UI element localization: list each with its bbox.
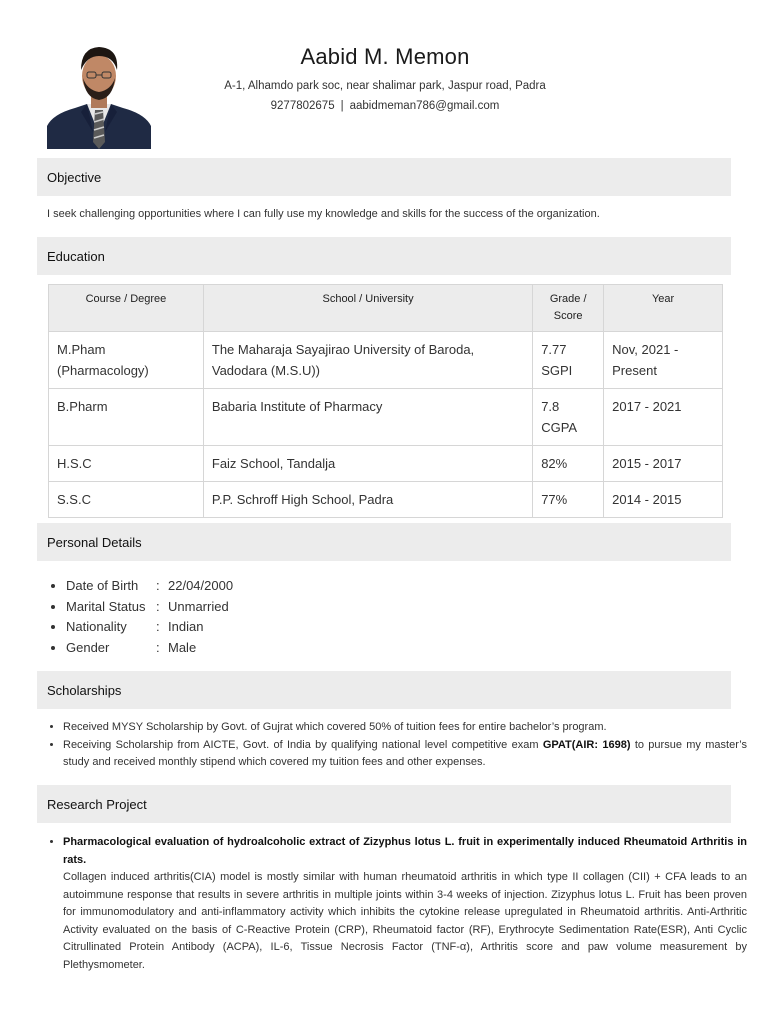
objective-section-header (37, 158, 731, 196)
resume-header (160, 42, 610, 112)
research-section-header (37, 785, 731, 823)
course-cell: S.S.C (49, 482, 204, 518)
year-cell: 2014 - 2015 (604, 482, 723, 518)
list-item (66, 597, 233, 618)
objective-heading: Objective (47, 170, 102, 185)
list-item (66, 638, 233, 659)
list-item (66, 617, 233, 638)
course-cell: B.Pharm (49, 389, 204, 446)
course-cell: H.S.C (49, 446, 204, 482)
school-cell: Babaria Institute of Pharmacy (203, 389, 532, 446)
research-heading: Research Project (47, 797, 147, 812)
column-header-year: Year (604, 285, 723, 332)
personal-heading: Personal Details (47, 535, 142, 550)
list-item (63, 719, 747, 737)
person-portrait-icon (47, 42, 151, 149)
detail-colon: : (156, 619, 160, 634)
detail-label: Nationality (66, 619, 127, 634)
education-table (48, 284, 723, 518)
school-cell: Faiz School, Tandalja (203, 446, 532, 482)
research-description: Collagen induced arthritis(CIA) model is mostly similar with human rheumatoid arthritis in which type II collagen (CII) + CFA leads to an autoimmune response that results in severe arthritis in multiple joints within 3-4 weeks of injection. Zizyphus lotus L. Fruit has been proven for immunomodulatory and anti-inflammatory activity which inhibits the cytokine release upregulated in Rheumatoid arthritis. Anti-Arthritic Activity evaluated on the basis of C-Reactive Protein (CRP), Rheumatoid factor (RF), Erythrocyte Sedimentation Rate(ESR), Anti Cyclic Citrullinated Protein Antibody (ACPA), IL-6, Tissue Necrosis Factor (TNF-α), Arthritis score and paw volume measurement by Plethysmometer. (63, 871, 747, 971)
school-cell: The Maharaja Sayajirao University of Baroda, Vadodara (M.S.U)) (203, 332, 532, 389)
table-row (49, 446, 723, 482)
grade-cell: 7.8 CGPA (533, 389, 604, 446)
detail-label: Marital Status (66, 598, 146, 614)
detail-value: 22/04/2000 (168, 578, 234, 593)
scholarships-list (47, 719, 747, 772)
list-item (63, 834, 747, 974)
gpat-rank: GPAT(AIR: 1698) (542, 738, 631, 751)
detail-colon: : (156, 598, 160, 614)
detail-colon: : (156, 639, 160, 655)
objective-text: I seek challenging opportunities where I can fully use my knowledge and skills for the success of the organization. (47, 208, 600, 220)
detail-value: Male (168, 639, 197, 655)
candidate-name: Aabid M. Memon (300, 44, 470, 69)
year-cell: Nov, 2021 - Present (604, 332, 723, 389)
scholarship-text: Received MYSY Scholarship by Govt. of Gujrat which covered 50% of tuition fees for entire bachelor’s program. (63, 721, 607, 733)
detail-value: Unmarried (168, 598, 229, 614)
email-link[interactable]: aabidmeman786@gmail.com (349, 100, 500, 112)
research-list (47, 834, 747, 974)
education-section-header (37, 237, 731, 275)
scholarship-text: to pursue my master’s study and received monthly stipend which covered my tuition fees and other expenses. (63, 738, 748, 768)
contact-separator: | (340, 100, 344, 112)
column-header-school: School / University (203, 285, 532, 332)
address: A-1, Alhamdo park soc, near shalimar park, Jaspur road, Padra (224, 80, 546, 92)
phone-number[interactable]: 9277802675 (270, 100, 335, 112)
personal-section-header (37, 523, 731, 561)
detail-label: Gender (66, 639, 110, 655)
detail-colon: : (156, 578, 160, 593)
grade-cell: 82% (533, 446, 604, 482)
detail-value: Indian (168, 619, 204, 634)
column-header-course: Course / Degree (49, 285, 204, 332)
scholarship-text: Receiving Scholarship from AICTE, Govt. of India by qualifying national level competitive exam (63, 738, 543, 751)
scholarships-section-header (37, 671, 731, 709)
school-cell: P.P. Schroff High School, Padra (203, 482, 532, 518)
list-item (63, 737, 747, 772)
column-header-grade: Grade / Score (533, 285, 604, 332)
contact-line (160, 100, 610, 112)
research-title: • Pharmacological evaluation of hydroalcoholic extract of Zizyphus lotus L. fruit in experimentally induced Rheumatoid Arthritis in rats. (63, 836, 747, 866)
detail-label: Date of Birth (66, 578, 139, 593)
table-header-row (49, 285, 723, 332)
grade-cell: 77% (533, 482, 604, 518)
profile-photo (47, 42, 151, 149)
course-cell: M.Pham (Pharmacology) (49, 332, 204, 389)
year-cell: 2017 - 2021 (604, 389, 723, 446)
table-row (49, 332, 723, 389)
grade-cell: 7.77 SGPI (533, 332, 604, 389)
table-row (49, 389, 723, 446)
table-row (49, 482, 723, 518)
personal-details-list (47, 576, 233, 658)
scholarships-heading: Scholarships (47, 683, 122, 698)
year-cell: 2015 - 2017 (604, 446, 723, 482)
education-heading: Education (47, 249, 105, 264)
list-item (66, 576, 233, 597)
